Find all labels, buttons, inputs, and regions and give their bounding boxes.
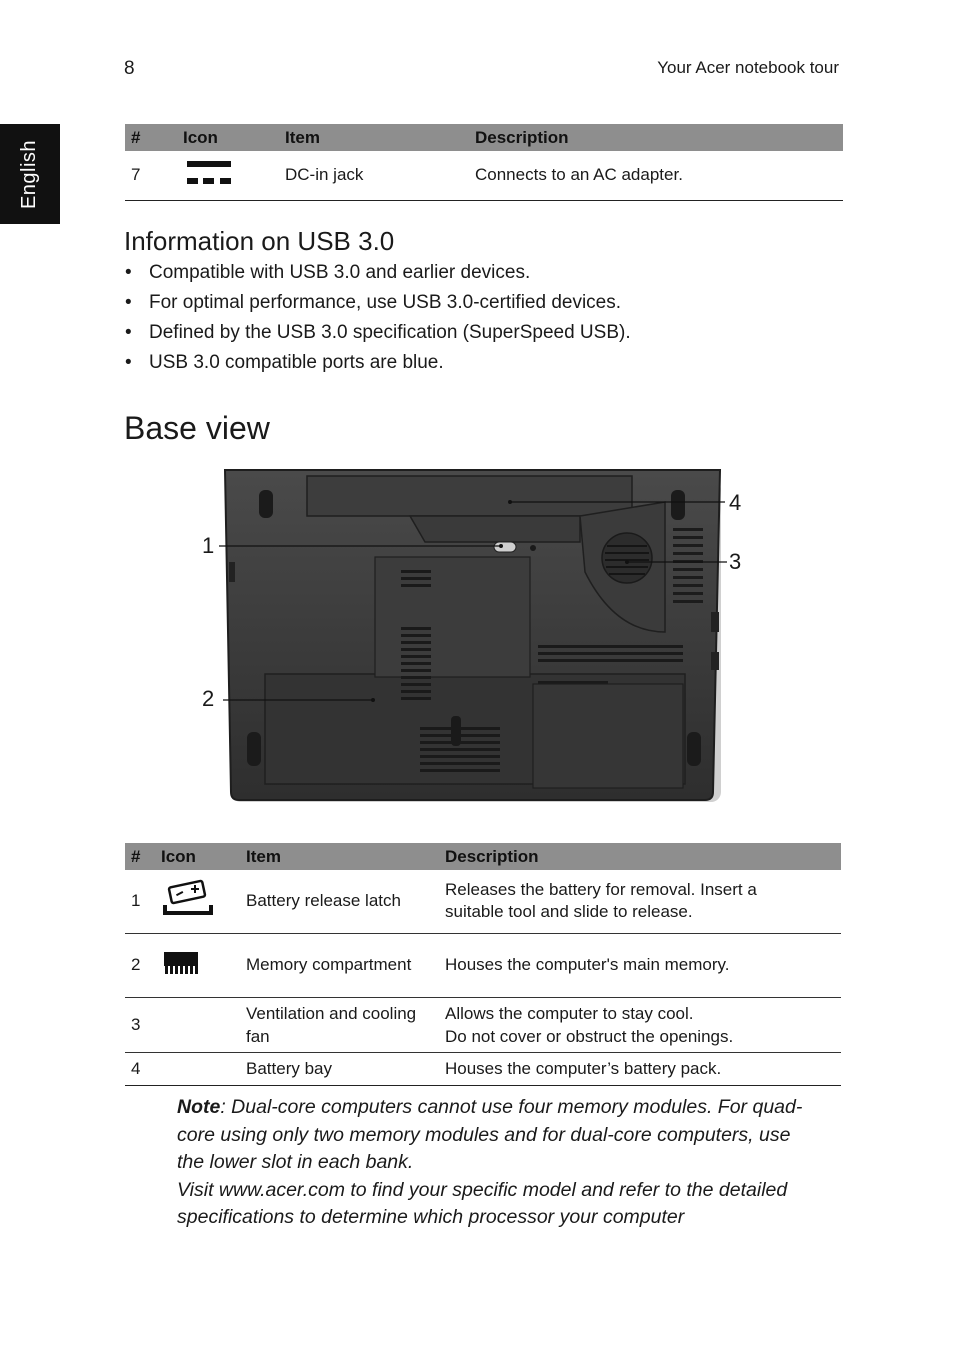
note-paragraph <box>177 1094 817 1232</box>
row-icon <box>177 151 279 200</box>
note-text: : Dual-core computers cannot use four memory modules. For quad-core using only two memory modules and for dual-core computers, use the lower slot in each bank. <box>177 1096 803 1173</box>
row-description: Houses the computer’s battery pack. <box>439 1052 841 1085</box>
language-tab-label: English <box>18 139 41 209</box>
list-item: • USB 3.0 compatible ports are blue. <box>124 348 631 378</box>
description-line: Allows the computer to stay cool. <box>445 1003 694 1023</box>
description-line: Do not cover or obstruct the openings. <box>445 1026 734 1046</box>
table-row <box>125 151 843 200</box>
row-description: Connects to an AC adapter. <box>469 151 843 200</box>
section-title-usb: Information on USB 3.0 <box>124 226 395 256</box>
table-row <box>125 870 841 933</box>
row-item <box>240 997 439 1052</box>
list-item: • Compatible with USB 3.0 and earlier devices. <box>124 258 631 288</box>
running-header: Your Acer notebook tour <box>657 58 839 77</box>
row-number: 4 <box>125 1052 155 1085</box>
row-item: Battery release latch <box>240 870 439 933</box>
column-header: # <box>125 843 155 870</box>
row-item: Memory compartment <box>240 933 439 997</box>
column-header: Description <box>439 843 841 870</box>
column-header: Item <box>279 124 469 151</box>
column-header: Icon <box>155 843 240 870</box>
table-header-row <box>125 124 843 151</box>
note-label: Note <box>177 1096 221 1118</box>
list-item: • Defined by the USB 3.0 specification (SuperSpeed USB). <box>124 318 631 348</box>
row-icon <box>155 997 240 1052</box>
row-number: 2 <box>125 933 155 997</box>
callout-4: 4 <box>729 490 742 515</box>
memory-icon <box>161 948 201 978</box>
row-icon <box>155 933 240 997</box>
usb-bullet-list <box>124 258 631 378</box>
row-number: 3 <box>125 997 155 1052</box>
language-tab <box>0 124 60 224</box>
table-header-row <box>125 843 841 870</box>
column-header: Item <box>240 843 439 870</box>
list-item: • For optimal performance, use USB 3.0-certified devices. <box>124 288 631 318</box>
callout-2: 2 <box>202 686 215 711</box>
dc-in-icon <box>183 158 233 188</box>
row-icon <box>155 1052 240 1085</box>
description-line: Releases the battery for removal. Insert a <box>445 880 757 900</box>
column-header: # <box>125 124 177 151</box>
row-number: 1 <box>125 870 155 933</box>
callout-1: 1 <box>202 533 215 558</box>
ports-table <box>125 124 843 201</box>
row-description <box>439 997 841 1052</box>
note-text-2: Visit www.acer.com to find your specific model and refer to the detailed specifications to determine which processor your computer <box>177 1178 788 1228</box>
base-view-table <box>125 843 841 1086</box>
table-row <box>125 997 841 1052</box>
table-row <box>125 1052 841 1085</box>
row-description: Houses the computer's main memory. <box>439 933 841 997</box>
section-title-base-view: Base view <box>124 410 270 446</box>
battery-release-icon <box>161 879 215 919</box>
row-item: DC-in jack <box>279 151 469 200</box>
page-number: 8 <box>124 58 135 79</box>
item-line: Ventilation and cooling <box>246 1003 417 1023</box>
row-icon <box>155 870 240 933</box>
laptop-base-illustration <box>195 462 755 812</box>
row-description <box>439 870 841 933</box>
row-number: 7 <box>125 151 177 200</box>
item-line: fan <box>246 1026 270 1046</box>
callout-3: 3 <box>729 549 742 574</box>
column-header: Description <box>469 124 843 151</box>
description-line: suitable tool and slide to release. <box>445 902 693 922</box>
row-item: Battery bay <box>240 1052 439 1085</box>
table-row <box>125 933 841 997</box>
column-header: Icon <box>177 124 279 151</box>
